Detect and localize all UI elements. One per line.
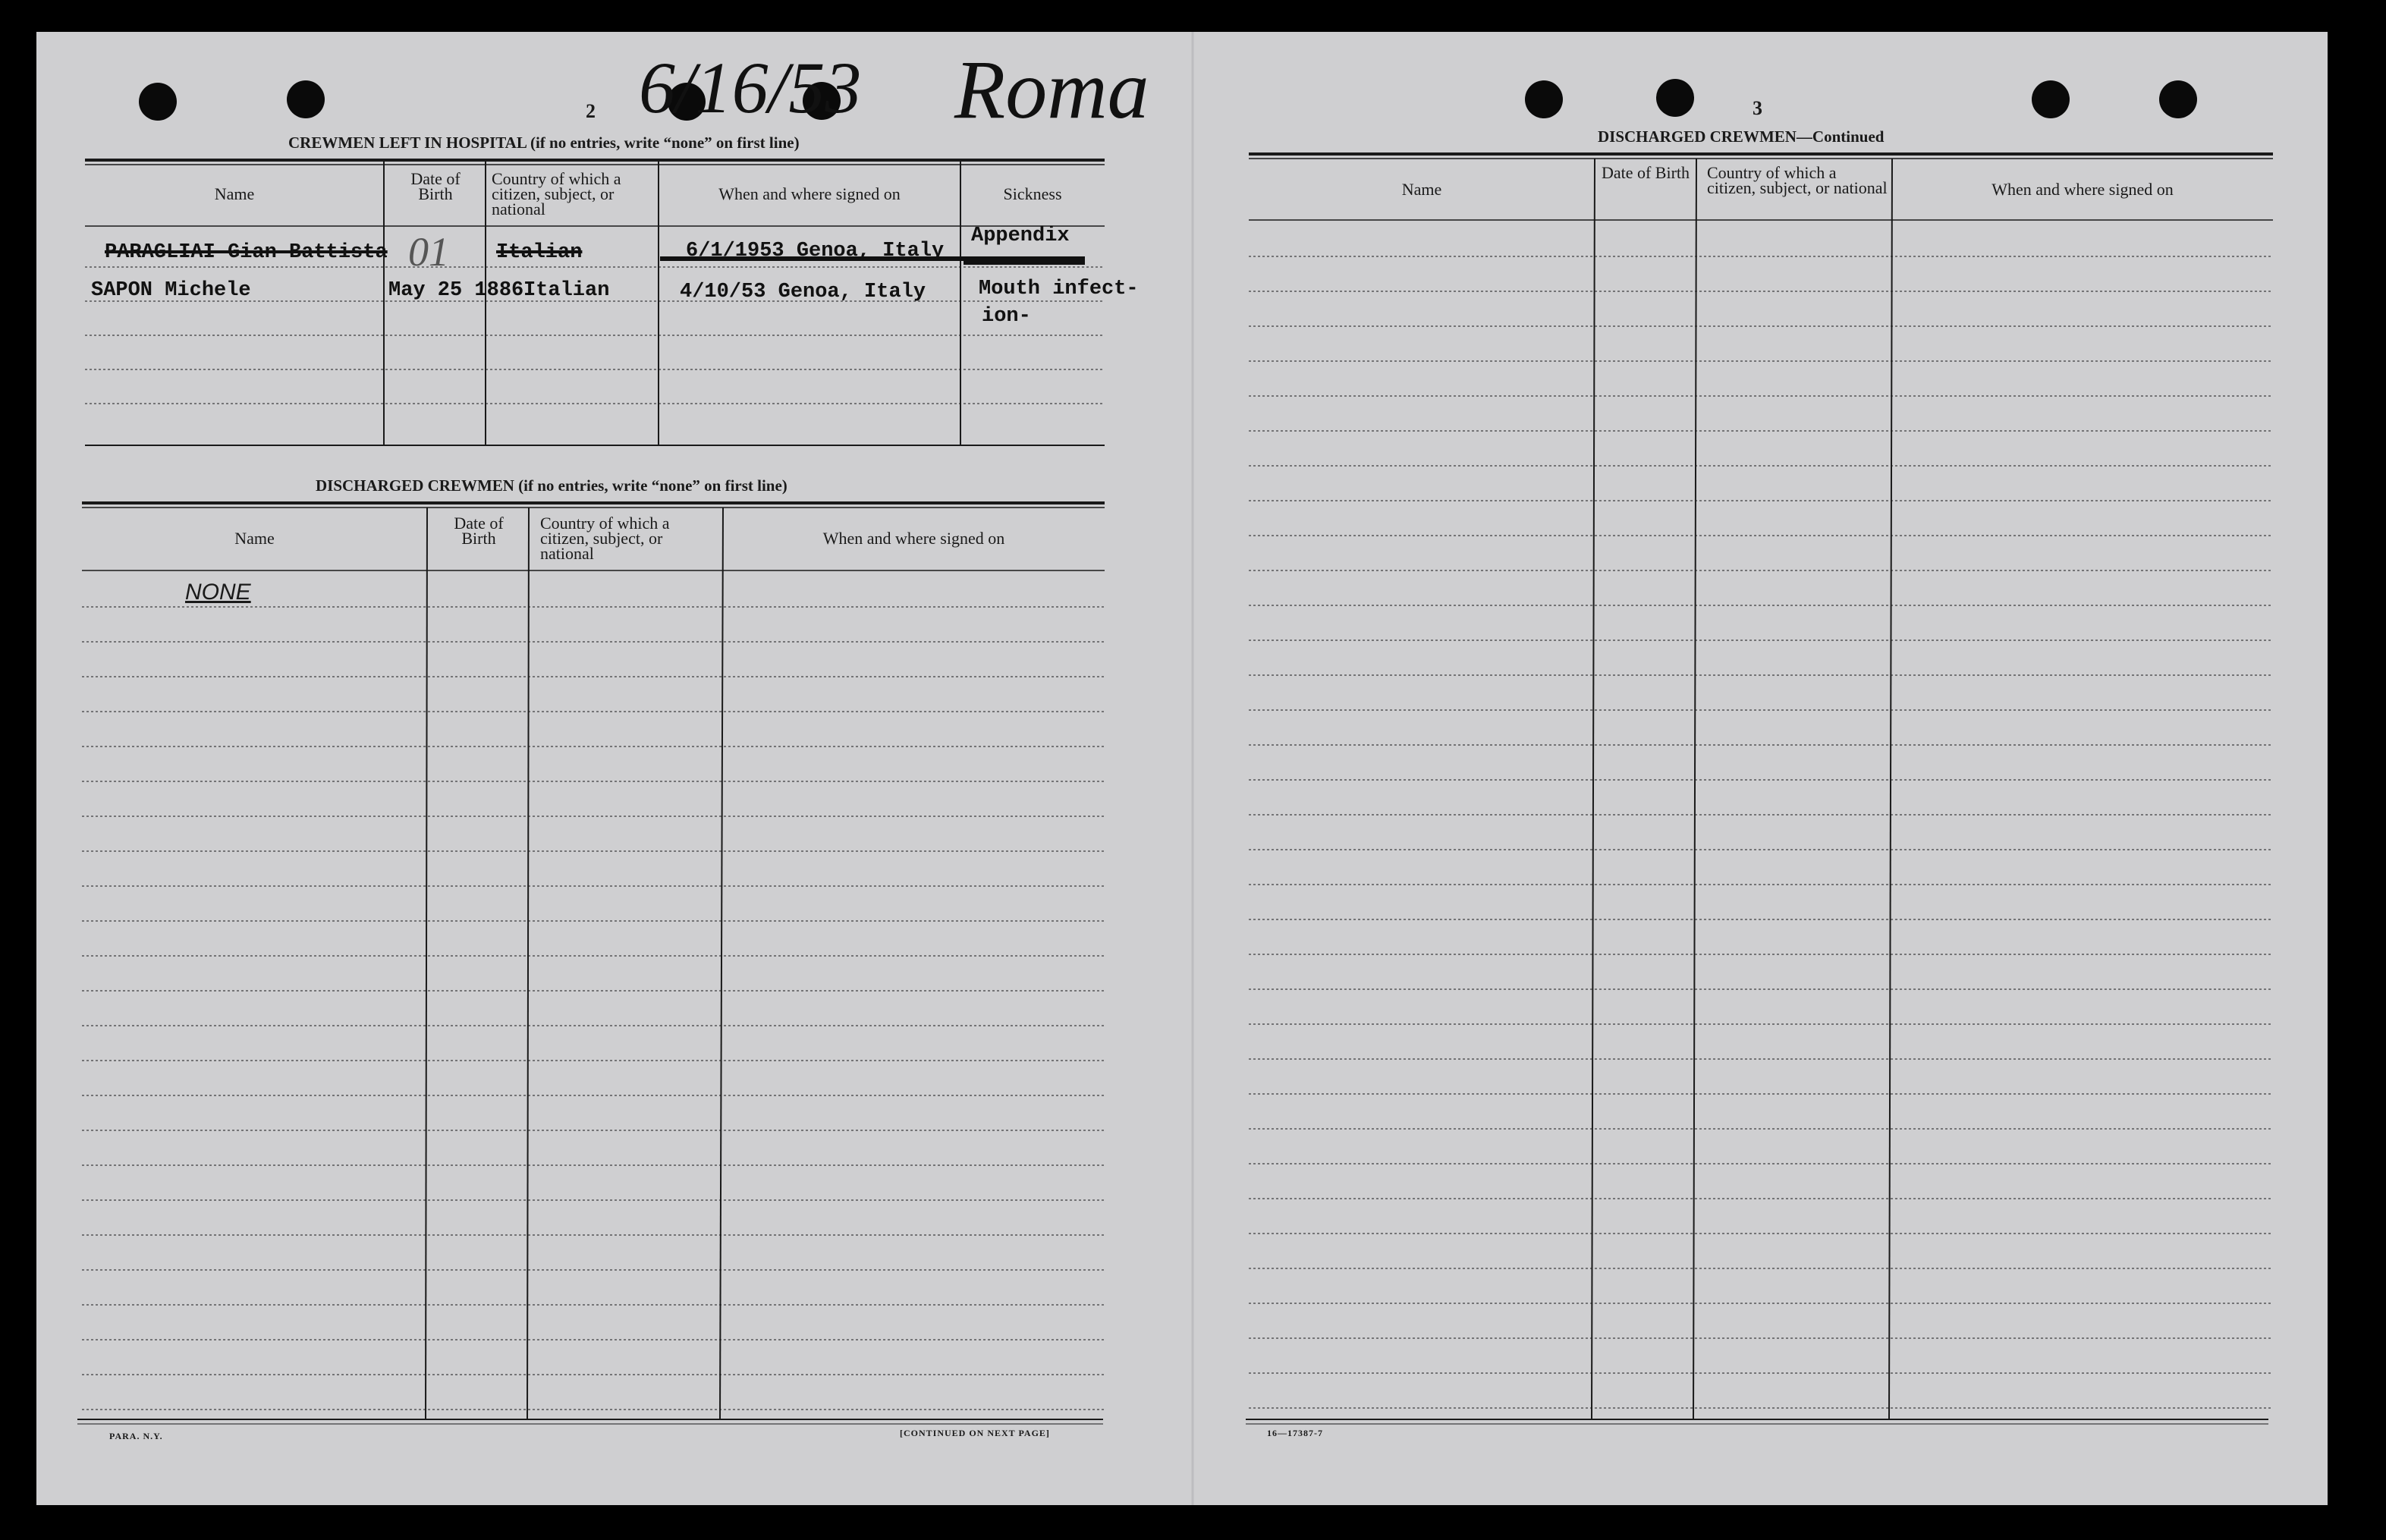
hospital-row-1-name: PARAGLIAI Gian Battista: [105, 241, 388, 264]
handwritten-date: 6/16/53: [639, 47, 862, 128]
col-dob-header: Date of Birth: [410, 169, 461, 203]
hospital-row-2-sickness: Mouth infect-: [979, 278, 1139, 300]
col-name-header: Name: [214, 184, 255, 203]
col-name-header: Name: [234, 529, 275, 548]
footer-printer-mark: PARA. N.Y.: [109, 1431, 163, 1441]
handwritten-port: Roma: [954, 43, 1149, 136]
hospital-row-3-sickness: ion-: [982, 305, 1031, 328]
col-signed-header: When and where signed on: [822, 529, 1005, 548]
col-country-header: Country of which a citizen, subject, or national: [492, 169, 621, 218]
hospital-section-title: CREWMEN LEFT IN HOSPITAL (if no entries, write “none” on first line): [288, 134, 800, 152]
col-name-header: Name: [1401, 180, 1442, 199]
hospital-row-1-signed: 6/1/1953 Genoa, Italy: [686, 240, 945, 262]
col-signed-header: When and where signed on: [1991, 180, 2174, 199]
hospital-row-2-dob: May 25 1886: [388, 279, 524, 302]
col-country-header: Country of which a citizen, subject, or national: [1707, 163, 1888, 197]
hospital-row-2-name: SAPON Michele: [91, 279, 251, 302]
page-number: 3: [1753, 97, 1762, 119]
discharged-none-entry: NONE: [185, 580, 251, 605]
footer-continued: [CONTINUED ON NEXT PAGE]: [900, 1428, 1050, 1438]
col-country-header: Country of which a citizen, subject, or national: [540, 514, 670, 563]
col-signed-header: When and where signed on: [718, 184, 901, 203]
hospital-row-2-country: Italian: [523, 279, 610, 302]
col-sickness-header: Sickness: [1003, 184, 1062, 203]
footer-form-number: 16—17387-7: [1267, 1428, 1323, 1438]
discharged-section-title: DISCHARGED CREWMEN (if no entries, write “none” on first line): [316, 476, 787, 495]
col-dob-header: Date of Birth: [454, 514, 504, 548]
hospital-row-2-signed: 4/10/53 Genoa, Italy: [680, 281, 926, 303]
hospital-row-1-sickness: Appendix: [971, 225, 1070, 247]
discharged-continued-title: DISCHARGED CREWMEN—Continued: [1598, 127, 1885, 146]
svg-text:01: 01: [408, 229, 449, 275]
col-dob-header: Date of Birth: [1601, 163, 1690, 182]
page-number: 2: [586, 100, 596, 122]
hospital-row-1-country: Italian: [496, 241, 583, 264]
